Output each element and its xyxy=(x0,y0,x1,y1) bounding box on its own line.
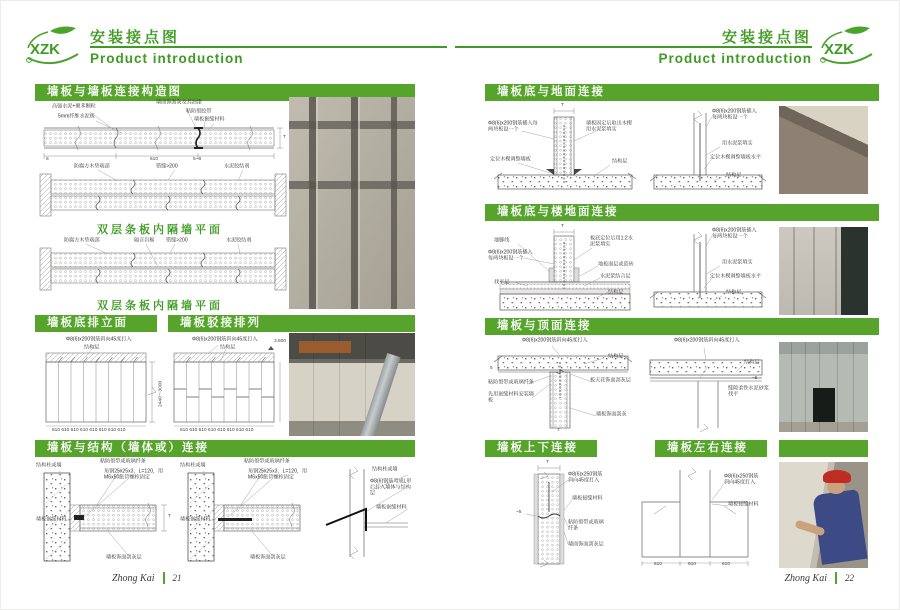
callout-label: 墙板固定后取出木楔用水泥浆填实 xyxy=(586,121,632,132)
callout-label: 结构层 xyxy=(608,290,624,296)
callout-label: 结构层 xyxy=(744,360,760,366)
xzk-logo-left xyxy=(22,24,86,68)
callout-label: 水泥浆结合层 xyxy=(600,274,631,280)
dimension-label: 5 xyxy=(490,366,493,371)
section-bar-blank xyxy=(289,315,415,332)
footer-divider xyxy=(835,572,837,584)
diagram-structure-connection-2 xyxy=(180,459,318,567)
callout-label: Φ8(6)钢筋弯成L形后打入墙体与结构层 xyxy=(370,479,412,496)
callout-label: 墙板饰面刮灰 xyxy=(596,412,627,418)
callout-label: 板底定位后用1:2水泥浆填实 xyxy=(590,236,633,247)
callout-label: 定位木楔调整墙板水平 xyxy=(710,274,762,280)
callout-label: 墙板嵌缝材料 xyxy=(36,517,67,523)
photo-panel-wall-steel-frame xyxy=(289,97,415,309)
callout-label: 角钢25x25x3，L=120，用M6x50胀管螺栓固定 xyxy=(104,469,164,480)
diagram-linework xyxy=(38,164,288,220)
callout-label: 用水泥浆填实 xyxy=(722,260,753,266)
dimension-label: T xyxy=(561,224,564,229)
dimension-label: 5~8 xyxy=(193,157,202,162)
callout-label: 墙板接缝材料 xyxy=(728,502,759,508)
callout-label: 先用嵌缝材料安装墙板 xyxy=(488,392,534,403)
diagram-linework xyxy=(488,338,643,434)
svg-text:XZK: XZK xyxy=(824,41,854,58)
dimension-label: T xyxy=(283,135,286,140)
footer-brand: Zhong Kai xyxy=(112,572,155,584)
callout-label: 粘防裂带或玻璃纤条 xyxy=(244,459,290,465)
dimension-label: T xyxy=(168,514,171,519)
callout-label: Φ8(6)x200钢筋插入每两块板设一个 xyxy=(488,250,533,261)
worker-cap xyxy=(823,470,851,483)
callout-label: 角钢25x25x3，L=120，用M6x50胀管螺栓固定 xyxy=(248,469,308,480)
diagram-caption: 双层条板内隔墙平面 xyxy=(97,300,223,312)
diagram-linework xyxy=(168,337,293,436)
dimension-label: 610 xyxy=(688,562,697,567)
elevation-mark: 3.500 xyxy=(274,339,287,344)
diagram-structure-connection-1 xyxy=(36,459,174,567)
callout-label: 错缝>200 xyxy=(156,164,178,170)
photo-concrete-slab-corner xyxy=(779,106,868,194)
dimension-label: ~5 xyxy=(516,510,522,515)
section-bar-bottom-to-floor: 墙板底与楼地面连接 xyxy=(485,204,879,221)
diagram-floor-connection-2 xyxy=(646,224,771,316)
diagram-bottom-row-elevation xyxy=(40,337,165,436)
callout-label: 粘防裂胶带 xyxy=(186,109,212,115)
dimension-label: 610 610 610 610 610 610 610 610 xyxy=(52,428,126,433)
section-bar-left-right-connection: 墙板左右连接 xyxy=(655,440,767,457)
callout-label: 墙面饰面灰及其油漆 xyxy=(156,100,202,106)
callout-label: 粘防裂带或玻璃纤条 xyxy=(568,520,604,531)
callout-label: 错缝>200 xyxy=(166,238,188,244)
diagram-panel-joint-section xyxy=(38,100,288,162)
photo-panels-and-pipes xyxy=(289,333,415,436)
callout-label: Φ8(6)x250钢筋斜向45度打入 xyxy=(724,474,759,485)
dimension-label: T xyxy=(546,460,549,465)
footer-divider xyxy=(163,572,165,584)
photo-panel-wall-with-door xyxy=(779,342,868,432)
footer-right xyxy=(784,572,854,584)
callout-label: Φ8(6)x200钢筋插入每两块板设一个 xyxy=(488,121,538,132)
photo-worker-installing-panel xyxy=(779,462,868,568)
diagram-ground-connection-1 xyxy=(488,103,643,200)
section-bar-top-bottom-connection: 墙板上下连接 xyxy=(485,440,597,457)
callout-label: 结构层 xyxy=(726,173,742,179)
diagram-staggered-elevation xyxy=(168,337,293,436)
dimension-label: 610 610 610 610 610 610 610 610 xyxy=(180,428,254,433)
diagram-vertical-joint-detail xyxy=(490,462,615,570)
callout-label: 定位木楔调整墙板 xyxy=(490,157,531,163)
callout-label: Φ8(6)x200钢筋插入每两块板设一个 xyxy=(712,109,757,120)
callout-label: 地板面层或瓷砖 xyxy=(598,262,634,268)
callout-label: Φ8(6)x250钢筋斜向45度打入 xyxy=(568,472,603,483)
callout-label: 用水泥浆填实 xyxy=(722,141,753,147)
callout-label: 结构层 xyxy=(608,354,624,360)
diagram-ground-connection-2 xyxy=(646,103,771,200)
callout-label: 结构层 xyxy=(726,290,742,296)
section-bar-bottom-row-elevation: 墙板底排立面 xyxy=(35,315,157,332)
callout-label: 防腐方木垫端部 xyxy=(64,238,100,244)
diagram-floor-connection-1 xyxy=(488,224,643,316)
diagram-ceiling-connection-1 xyxy=(488,338,643,434)
callout-label: 高强水泥+聚苯颗粒 xyxy=(52,104,96,110)
dimension-label: 8 xyxy=(46,157,49,162)
callout-label: 缝隙柔性水泥砂浆找平 xyxy=(728,386,769,397)
callout-label: 结构层 xyxy=(84,345,100,351)
diagram-linework xyxy=(38,238,288,294)
diagram-rebar-anchor-detail xyxy=(320,461,416,565)
section-bar-staggered-arrangement: 墙板驳接排列 xyxy=(168,315,290,332)
diagram-horizontal-joint-plan xyxy=(628,462,768,570)
callout-label: 墙面饰面刮灰层 xyxy=(568,542,604,548)
machinery xyxy=(299,341,351,353)
callout-label: Φ8(6)x200钢筋斜向45度打入 xyxy=(674,338,740,344)
callout-label: 结构层 xyxy=(612,159,628,165)
page-title-left: 安装接点图 xyxy=(90,29,181,46)
photo-panel-joints-doorway xyxy=(779,227,868,315)
callout-label: Φ8(6)x200钢筋斜向45度打入 xyxy=(192,337,258,343)
callout-label: 水泥胶结剂 xyxy=(226,238,252,244)
diagram-caption: 双层条板内隔墙平面 xyxy=(97,224,223,236)
callout-label: 5mm纤维水泥板 xyxy=(58,114,95,120)
page-subtitle-left: Product introduction xyxy=(90,51,244,66)
dimension-label: 610 xyxy=(150,157,159,162)
diagram-ceiling-connection-2 xyxy=(644,338,779,434)
callout-label: 墙板嵌缝材料 xyxy=(180,517,211,523)
callout-label: 定位木楔调整墙板水平 xyxy=(710,155,762,161)
callout-label: 墙板饰面刮灰层 xyxy=(106,555,142,561)
page-title-right: 安装接点图 xyxy=(721,29,812,46)
diagram-linework xyxy=(320,461,416,565)
callout-label: 结构柱或墙 xyxy=(36,463,62,469)
callout-label: 水泥胶结剂 xyxy=(224,164,250,170)
footer-page-number: 22 xyxy=(845,573,854,583)
section-bar-wall-to-structure: 墙板与结构（墙体或）连接 xyxy=(35,440,415,457)
pipe xyxy=(359,353,400,436)
footer-brand: Zhong Kai xyxy=(784,572,827,584)
section-bar-bottom-to-ground: 墙板底与地面连接 xyxy=(485,84,879,101)
callout-label: 结构柱或墙 xyxy=(180,463,206,469)
diagram-linework xyxy=(488,103,643,200)
callout-label: 墙板饰面刮灰层 xyxy=(250,555,286,561)
dimension-label: T xyxy=(561,103,564,108)
section-bar-blank xyxy=(779,440,868,457)
diagram-double-row-plan-2 xyxy=(38,238,288,294)
header-rule-left xyxy=(90,46,447,48)
header-rule-right xyxy=(455,46,812,48)
callout-label: 粘防裂带或玻璃纤条 xyxy=(488,380,534,386)
callout-label: 粘防裂带或玻璃纤条 xyxy=(100,459,146,465)
door-opening xyxy=(813,388,835,422)
callout-label: Φ8(6)x200钢筋斜向45度打入 xyxy=(522,338,588,344)
dimension-label: T xyxy=(557,428,560,433)
callout-label: 墙板嵌缝材料 xyxy=(194,117,225,123)
section-bar-wall-to-wall: 墙板与墙板连接构造图 xyxy=(35,84,415,101)
callout-label: 找平层 xyxy=(494,280,510,286)
callout-label: 墙板接缝材料 xyxy=(572,496,603,502)
dimension-label: 610 xyxy=(722,562,731,567)
callout-label: 隔音岩棉 xyxy=(134,238,155,244)
callout-label: Φ8(6)x200钢筋斜向45度打入 xyxy=(66,337,132,343)
dimension-label: 610 xyxy=(654,562,663,567)
xzk-logo-right xyxy=(816,24,880,68)
dimension-label: ~5 xyxy=(752,376,758,381)
footer-page-number: 21 xyxy=(172,573,182,583)
section-bar-wall-to-ceiling: 墙板与顶面连接 xyxy=(485,318,879,335)
diagram-linework xyxy=(40,337,165,436)
callout-label: 板天花饰面刮灰层 xyxy=(590,378,631,384)
callout-label: 地脚线 xyxy=(494,238,510,244)
callout-label: 结构层 xyxy=(220,345,236,351)
footer-left xyxy=(112,572,182,584)
page-subtitle-right: Product introduction xyxy=(658,51,812,66)
diagram-double-row-plan-1 xyxy=(38,164,288,220)
dimension-label: 2440～3000 xyxy=(158,380,164,407)
callout-label: 墙板嵌缝材料 xyxy=(376,505,407,511)
callout-label: Φ8(6)x200钢筋插入每两块板设一个 xyxy=(712,228,757,239)
callout-label: 结构柱或墙 xyxy=(372,467,398,473)
callout-label: 防腐方木垫端部 xyxy=(74,164,110,170)
svg-text:XZK: XZK xyxy=(30,41,60,58)
